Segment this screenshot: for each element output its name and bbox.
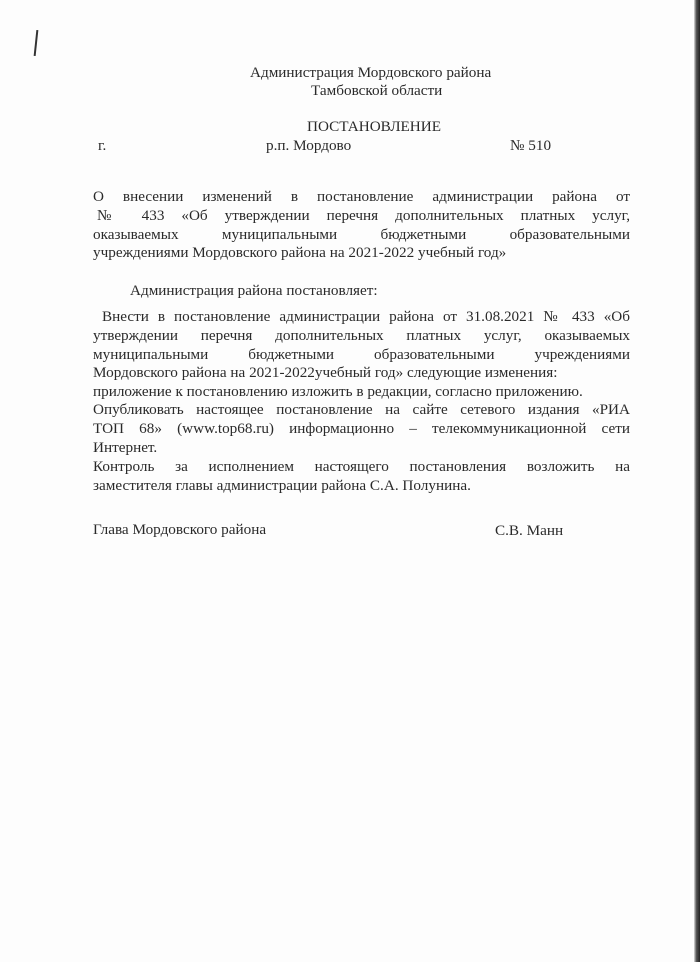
subject-line: учреждениями Мордовского района на 2021-2022 учебный год»: [93, 244, 507, 261]
org-name: Администрация Мордовского района: [250, 64, 492, 81]
subject-line: № 433 «Об утверждении перечня дополнительных платных услуг,: [97, 207, 630, 224]
body-line: Мордовского района на 2021-2022учебный год» следующие изменения:: [93, 364, 558, 381]
body-line: муниципальными бюджетными образовательными учреждениями: [93, 346, 630, 363]
body-line: заместителя главы администрации района С.А. Полунина.: [93, 477, 471, 494]
subject-line: оказываемых муниципальными бюджетными образовательными: [93, 226, 630, 243]
signature-title: Глава Мордовского района: [93, 521, 267, 538]
body-line: утверждении перечня дополнительных платных услуг, оказываемых: [93, 327, 630, 344]
signature-name: С.В. Манн: [495, 522, 564, 539]
date-prefix: г.: [98, 137, 107, 154]
doc-type: ПОСТАНОВЛЕНИЕ: [307, 118, 442, 135]
body-line-publish-url: ТОП 68» (www.top68.ru) информационно – телекоммуникационной сети: [93, 420, 630, 437]
scan-edge: [694, 0, 700, 962]
org-region: Тамбовской области: [311, 82, 443, 99]
intro: Администрация района постановляет:: [130, 282, 378, 299]
body-line: Опубликовать настоящее постановление на сайте сетевого издания «РИА: [93, 401, 630, 418]
body-line: приложение к постановлению изложить в редакции, согласно приложению.: [93, 383, 583, 400]
subject-line: О внесении изменений в постановление администрации района от: [93, 188, 630, 205]
place: р.п. Мордово: [266, 137, 352, 154]
body-line: Контроль за исполнением настоящего постановления возложить на: [93, 458, 630, 475]
body-line: Внести в постановление администрации района от 31.08.2021 № 433 «Об: [102, 308, 630, 325]
doc-number: № 510: [510, 137, 552, 154]
pen-mark: [34, 30, 39, 56]
body-line: Интернет.: [93, 439, 158, 456]
